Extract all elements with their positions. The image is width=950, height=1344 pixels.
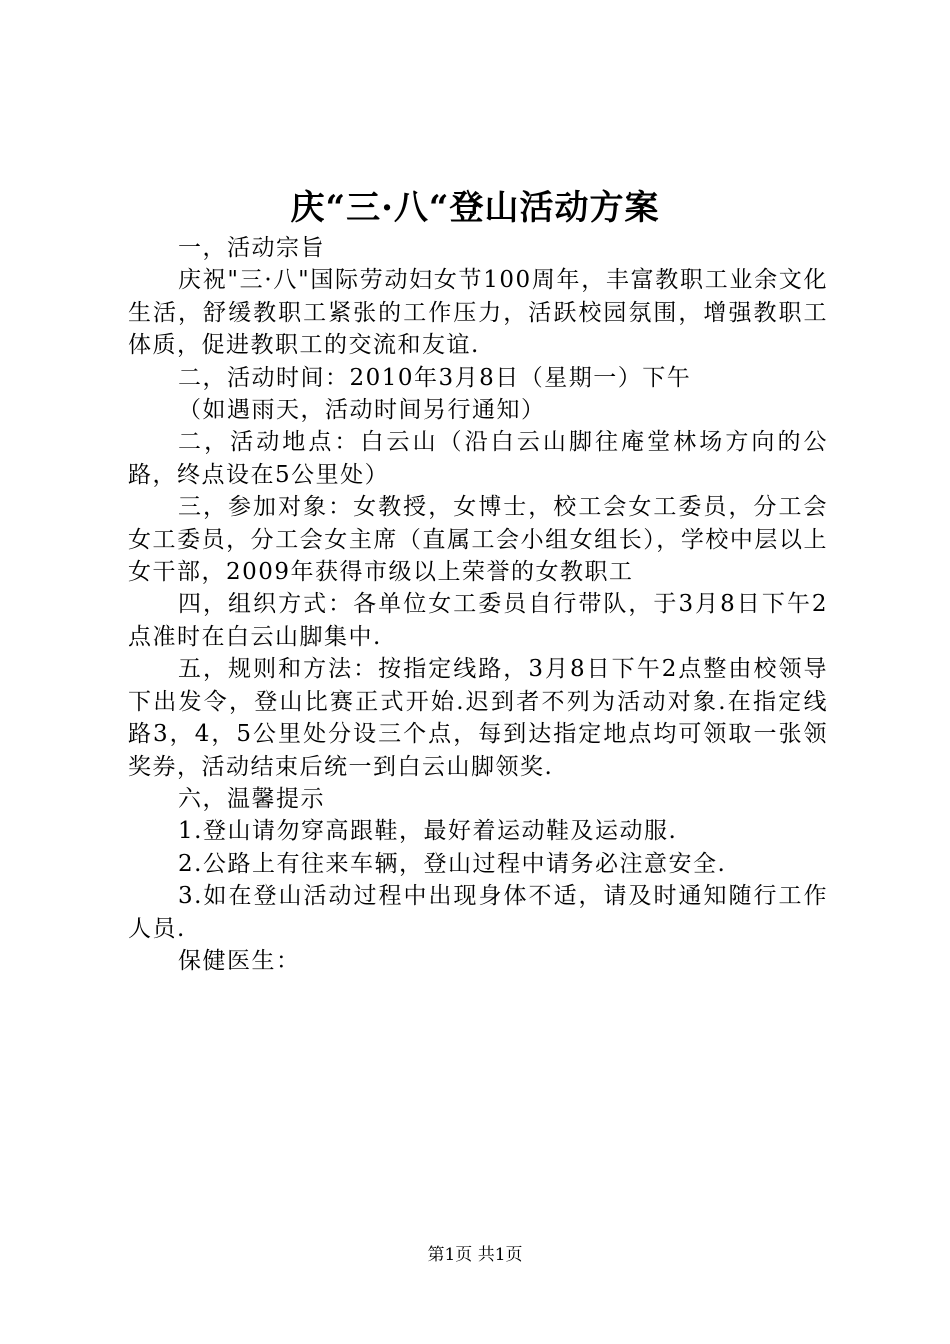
paragraph-rain-note: （如遇雨天，活动时间另行通知） — [178, 397, 546, 424]
paragraph-purpose-heading: 一，活动宗旨 — [178, 235, 325, 261]
paragraph-tips-heading: 六，温馨提示 — [178, 785, 325, 812]
paragraph-location: 二，活动地点：白云山（沿白云山脚往庵堂林场方向的公路，终点设在5公里处） — [128, 429, 828, 488]
paragraph-rules: 五，规则和方法：按指定线路，3月8日下午2点整由校领导下出发令，登山比赛正式开始.迟到者不列为活动对象.在指定线路3，4，5公里处分设三个点，每到达指定地点均可领取一张领奖券，活动结束后统一到白云山脚领奖. — [128, 656, 828, 780]
document-body — [128, 232, 828, 977]
document-title: 庆“三·八“登山活动方案 — [290, 188, 660, 228]
paragraph-tip-3: 3.如在登山活动过程中出现身体不适，请及时通知随行工作人员. — [128, 883, 828, 942]
paragraph-tip-1: 1.登山请勿穿高跟鞋，最好着运动鞋及运动服. — [178, 818, 678, 845]
paragraph-time: 二，活动时间：2010年3月8日（星期一）下午 — [178, 364, 692, 391]
paragraph-organization: 四，组织方式：各单位女工委员自行带队，于3月8日下午2点准时在白云山脚集中. — [128, 591, 828, 650]
page-footer: 第1页 共1页 — [427, 1245, 523, 1265]
paragraph-purpose: 庆祝"三·八"国际劳动妇女节100周年，丰富教职工业余文化生活，舒缓教职工紧张的工作压力，活跃校园氛围，增强教职工体质，促进教职工的交流和友谊. — [128, 267, 828, 359]
paragraph-doctor: 保健医生： — [178, 947, 301, 974]
paragraph-tip-2: 2.公路上有往来车辆，登山过程中请务必注意安全. — [178, 850, 727, 877]
paragraph-participants: 三，参加对象：女教授，女博士，校工会女工委员，分工会女工委员，分工会女主席（直属工会小组女组长），学校中层以上女干部，2009年获得市级以上荣誉的女教职工 — [128, 494, 828, 586]
